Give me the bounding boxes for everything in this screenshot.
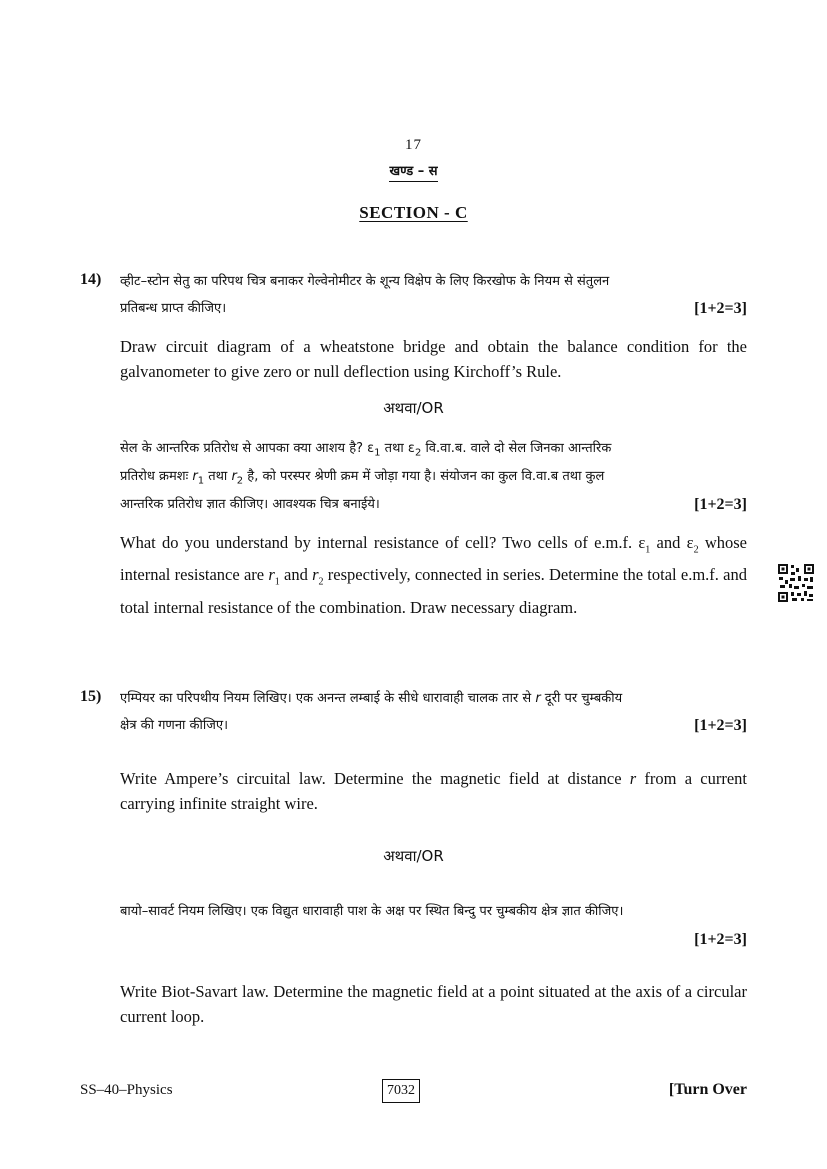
q15-alt-marks: [1+2=3] [694,931,747,948]
footer-turn-over: [Turn Over [668,1081,747,1098]
page-number: 17 [405,137,422,153]
question-number: 14) [80,271,102,288]
or-divider: अथवा/OR [383,847,444,865]
q14-alt-hindi-line2: प्रतिरोध क्रमशः $r_1$ तथा $r_2$ है, को परस्पर श्रेणी क्रम में जोड़ा गया है। संयोजन का कुल वि.वा.ब तथा कुल [120,469,605,487]
or-divider: अथवा/OR [383,399,444,417]
footer-subject-code: SS–40–Physics [80,1082,173,1098]
q15-hindi-line1: एम्पियर का परिपथीय नियम लिखिए। एक अनन्त लम्बाई के सीधे धारावाही चालक तार से r दूरी पर चुम्बकीय [120,691,623,706]
q14-hindi-line1: व्हीट–स्टोन सेतु का परिपथ चित्र बनाकर गेल्वेनोमीटर के शून्य विक्षेप के लिए किरखोफ के नियम से संतुलन [120,274,610,289]
q15-marks: [1+2=3] [694,717,747,734]
section-title-english: SECTION - C [359,203,468,222]
q14-english: Draw circuit diagram of a wheatstone bridge and obtain the balance condition for the galvanometer to give zero or null deflection using Kirchoff’s Rule. [120,337,747,381]
q14-marks: [1+2=3] [694,300,747,317]
q14-alt-hindi-line3: आन्तरिक प्रतिरोध ज्ञात कीजिए। आवश्यक चित्र बनाईये। [120,497,380,512]
q15-hindi-line2: क्षेत्र की गणना कीजिए। [120,718,229,733]
q15-alt-english: Write Biot-Savart law. Determine the magnetic field at a point situated at the axis of a circular current loop. [120,982,747,1026]
q15-alt-hindi: बायो–सावर्ट नियम लिखिए। एक विद्युत धारावाही पाश के अक्ष पर स्थित बिन्दु पर चुम्बकीय क्षेत्र ज्ञात कीजिए। [120,904,624,919]
section-title-hindi: खण्ड – स [0,161,827,179]
q14-alt-hindi-line1: सेल के आन्तरिक प्रतिरोध से आपका क्या आशय है? $\varepsilon_1$ तथा $\varepsilon_2$ वि.वा.ब. वाले दो सेल जिनका आन्तरिक [120,441,612,459]
q14-alt-marks: [1+2=3] [694,496,747,513]
q14-alt-english: What do you understand by internal resistance of cell? Two cells of e.m.f. $\varepsilon_1$ and $\varepsilon_2$ whose internal resistance are $r_1$ and $r_2$ respectively, connected in series. Determine the total e.m.f. and total internal resistance of the combination. Draw necessary diagram. [120,533,747,617]
question-number: 15) [80,688,102,705]
footer-paper-code: 7032 [382,1079,420,1103]
q14-hindi-line2: प्रतिबन्ध प्राप्त कीजिए। [120,301,227,316]
q15-english: Write Ampere’s circuital law. Determine the magnetic field at distance r from a current carrying infinite straight wire. [120,769,747,813]
qr-code-icon [777,563,815,603]
